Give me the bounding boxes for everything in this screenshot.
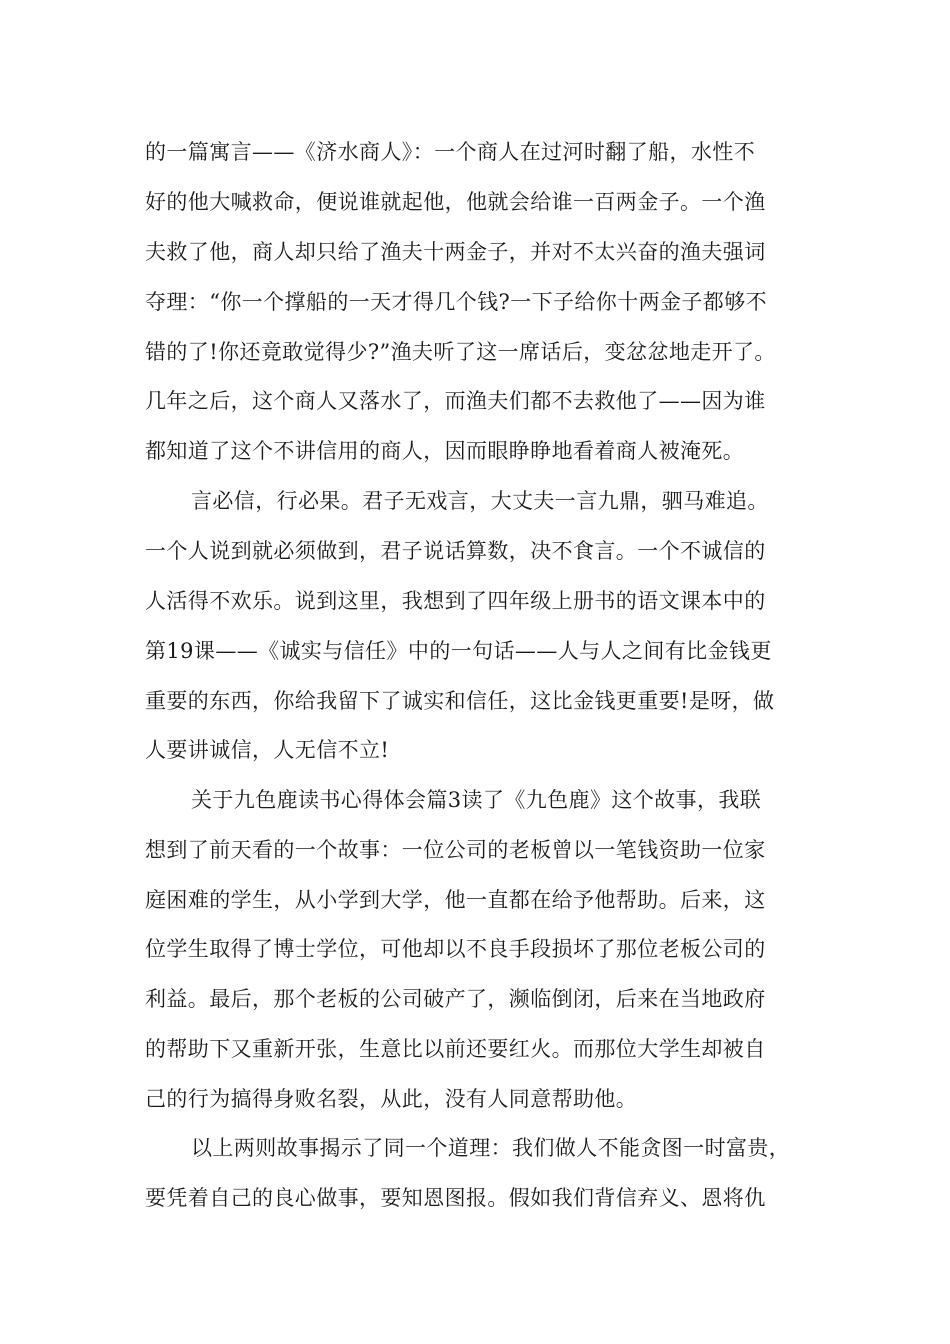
text-line: 位学生取得了博士学位，可他却以不良手段损坏了那位老板公司的: [145, 937, 766, 961]
text-line: 想到了前天看的一个故事：一位公司的老板曾以一笔钱资助一位家: [145, 838, 766, 862]
text-line: 的一篇寓言——《济水商人》：一个商人在过河时翻了船，水性不: [145, 140, 756, 164]
text-line: 人活得不欢乐。说到这里，我想到了四年级上册书的语文课本中的: [145, 589, 766, 613]
text-line: 的帮助下又重新开张，生意比以前还要红火。而那位大学生却被自: [145, 1037, 766, 1061]
text-line: 要凭着自己的良心做事，要知恩图报。假如我们背信弃义、恩将仇: [145, 1186, 766, 1210]
text-line: 关于九色鹿读书心得体会篇3读了《九色鹿》这个故事，我联: [191, 788, 762, 812]
text-line: 重要的东西，你给我留下了诚实和信任，这比金钱更重要!是呀，做: [145, 689, 775, 713]
text-line: 几年之后，这个商人又落水了，而渔夫们都不去救他了——因为谁: [145, 389, 766, 413]
text-line: 人要讲诚信，人无信不立!: [145, 738, 390, 762]
text-line: 一个人说到就必须做到，君子说话算数，决不食言。一个不诚信的: [145, 539, 766, 563]
text-line: 言必信，行必果。君子无戏言，大丈夫一言九鼎，驷马难追。: [191, 489, 769, 513]
text-line: 利益。最后，那个老板的公司破产了，濒临倒闭，后来在当地政府: [145, 987, 766, 1011]
text-line: 夺理：“你一个撑船的一天才得几个钱?一下子给你十两金子都够不: [145, 290, 767, 314]
text-line: 好的他大喊救命，便说谁就起他，他就会给谁一百两金子。一个渔: [145, 190, 766, 214]
text-line: 以上两则故事揭示了同一个道理：我们做人不能贪图一时富贵，: [191, 1136, 791, 1160]
text-line: 都知道了这个不讲信用的商人，因而眼睁睁地看着商人被淹死。: [145, 439, 745, 463]
text-line: 庭困难的学生，从小学到大学，他一直都在给予他帮助。后来，这: [145, 888, 766, 912]
text-line: 错的了!你还竟敢觉得少?”渔夫听了这一席话后，变忿忿地走开了。: [145, 340, 776, 364]
text-line: 己的行为搞得身败名裂，从此，没有人同意帮助他。: [145, 1087, 638, 1111]
text-line: 第19课——《诚实与信任》中的一句话——人与人之间有比金钱更: [145, 639, 772, 663]
text-line: 夫救了他，商人却只给了渔夫十两金子，并对不太兴奋的渔夫强词: [145, 240, 766, 264]
